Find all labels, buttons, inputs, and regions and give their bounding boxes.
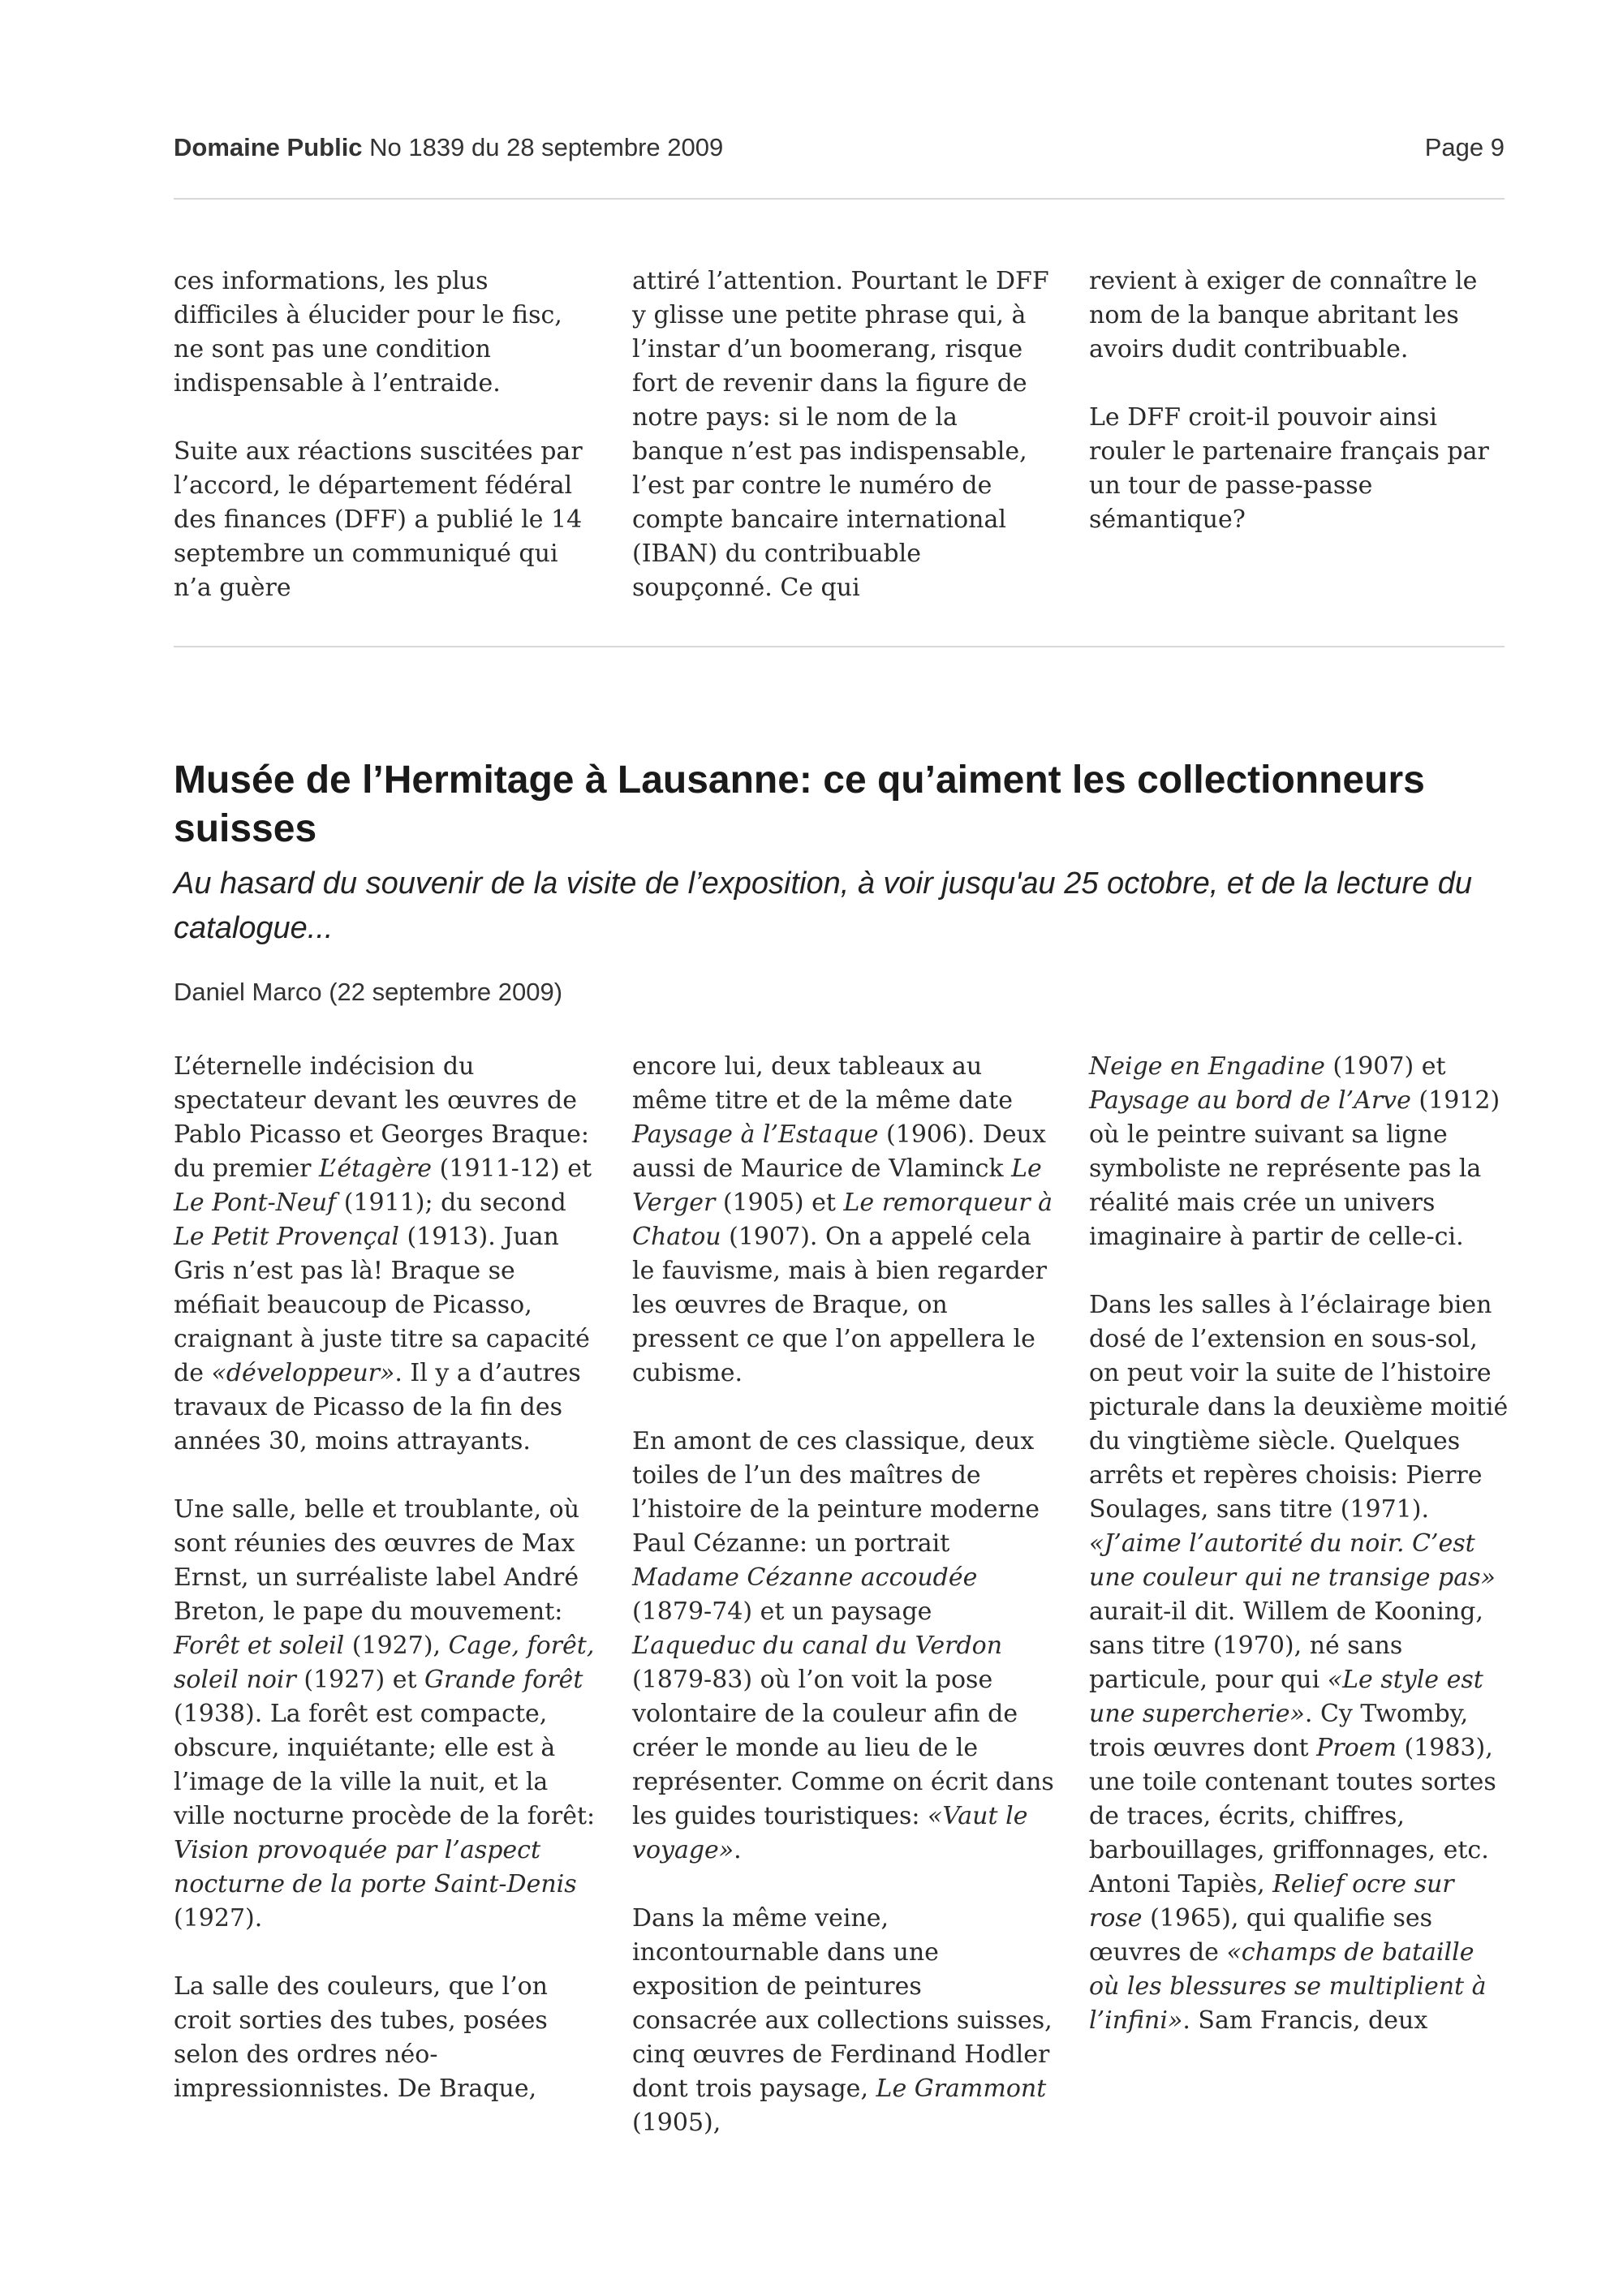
artwork-title: Cage, forêt, soleil noir: [174, 1632, 595, 1694]
text: . Il y a d’autres travaux de Picasso de la fin des années 30, moins attrayants.: [174, 1359, 581, 1455]
text: Dans la même veine, incontournable dans une exposition de peintures consacrée aux collections suisses, cinq œuvres de Ferdinand Hodler dont trois paysage,: [632, 1904, 1053, 2103]
text: L’éternelle indécision du spectateur devant les œuvres de Pablo Picasso et Georges Braque: du premier: [174, 1052, 589, 1183]
paragraph: Suite aux réactions suscitées par l’accord, le département fédéral des finances (DFF) a publié le 14 septembre un communiqué qui n’a guère: [174, 437, 583, 602]
prev-column-2: [632, 264, 1054, 639]
paragraph: [632, 1902, 1054, 2140]
artwork-title: Proem: [1316, 1734, 1397, 1762]
running-header: [174, 133, 1505, 169]
paragraph: [174, 1493, 596, 1936]
artwork-title: L’étagère: [319, 1154, 433, 1183]
artwork-title: Le Pont-Neuf: [174, 1189, 337, 1217]
paragraph: revient à exiger de connaître le nom de la banque abritant les avoirs dudit contribuable.: [1089, 267, 1478, 363]
text: (1905) et: [715, 1189, 844, 1217]
prev-column-3: [1089, 264, 1511, 571]
quote: «J’aime l’autorité du noir. C’est une couleur qui ne transige pas»: [1089, 1529, 1496, 1592]
text: (1879-83) où l’on voit la pose volontaire de la couleur afin de créer le monde au lieu de le représenter. Comme on écrit dans les guides touristiques:: [632, 1666, 1054, 1830]
paragraph: [174, 1970, 596, 2106]
artwork-title: L’aqueduc du canal du Verdon: [632, 1632, 1003, 1660]
artwork-title: Le remorqueur à Chatou: [632, 1189, 1053, 1251]
quote: «développeur»: [211, 1359, 395, 1387]
paragraph: attiré l’attention. Pourtant le DFF y glisse une petite phrase qui, à l’instar d’un boomerang, risque fort de revenir dans la figure de notre pays: si le nom de la banque n’est pas indispensable, l’est par contre le numéro de compte bancaire international (IBAN) du contribuable soupçonné. Ce qui: [632, 267, 1049, 602]
paragraph: [174, 1050, 596, 1459]
text: (1913). Juan Gris n’est pas là! Braque se méfiait beaucoup de Picasso, craignant à juste titre sa capacité de: [174, 1223, 590, 1387]
artwork-title: Le Petit Provençal: [174, 1223, 399, 1251]
artwork-title: Grande forêt: [424, 1666, 583, 1694]
article-divider: [174, 646, 1505, 647]
page-number: Page 9: [1424, 133, 1505, 161]
text: (1907) et: [1324, 1052, 1446, 1081]
text: (1907). On a appelé cela le fauvisme, mais à bien regarder les œuvres de Braque, on pressent ce que l’on appellera le cubisme.: [632, 1223, 1047, 1387]
text: La salle des couleurs, que l’on croit sorties des tubes, posées selon des ordres néo-impressionnistes. De Braque,: [174, 1972, 548, 2103]
paragraph: ces informations, les plus difficiles à élucider pour le fisc, ne sont pas une condition indispensable à l’entraide.: [174, 267, 562, 398]
header-divider: [174, 198, 1505, 200]
quote: «Le style est une supercherie»: [1089, 1666, 1483, 1728]
paragraph: [1089, 1288, 1511, 2038]
text: . Cy Twomby, trois œuvres dont: [1089, 1700, 1469, 1762]
paragraph: [632, 1050, 1054, 1391]
text: (1983), une toile contenant toutes sortes de traces, écrits, chiffres, barbouillages, griffonnages, etc. Antoni Tapiès,: [1089, 1734, 1496, 1898]
artwork-title: Neige en Engadine: [1089, 1052, 1325, 1081]
article-column-3: [1089, 1050, 1511, 2072]
quote: «champs de bataille où les blessures se multiplient à l’infini»: [1089, 1938, 1487, 2035]
article-title: Musée de l’Hermitage à Lausanne: ce qu’aiment les collectionneurs suisses: [174, 759, 1425, 850]
quote: «Vaut le voyage»: [632, 1802, 1028, 1864]
article-byline: Daniel Marco (22 septembre 2009): [174, 978, 563, 1006]
paragraph: [632, 1425, 1054, 1868]
artwork-title: Relief ocre sur rose: [1089, 1870, 1454, 1933]
article-column-1: [174, 1050, 596, 2140]
text: (1927).: [174, 1904, 263, 1933]
artwork-title: Vision provoquée par l’aspect nocturne de la porte Saint-Denis: [174, 1836, 577, 1898]
article-subtitle: Au hasard du souvenir de la visite de l’exposition, à voir jusqu'au 25 octobre, et de la lecture du catalogue...: [174, 866, 1473, 945]
artwork-title: Paysage à l’Estaque: [632, 1120, 879, 1149]
text: (1965), qui qualifie ses œuvres de: [1089, 1904, 1433, 1967]
publication-name: Domaine Public: [174, 133, 363, 161]
text: (1927) et: [295, 1666, 425, 1694]
artwork-title: Paysage au bord de l’Arve: [1089, 1086, 1411, 1115]
issue-info: No 1839 du 28 septembre 2009: [369, 133, 724, 161]
text: (1912) où le peintre suivant sa ligne symboliste ne représente pas la réalité mais crée un univers imaginaire à partir de celle-ci.: [1089, 1086, 1500, 1251]
text: (1911-12) et: [432, 1154, 592, 1183]
text: Une salle, belle et troublante, où sont réunies des œuvres de Max Ernst, un surréaliste label André Breton, le pape du mouvement:: [174, 1495, 580, 1626]
text: (1905),: [632, 2109, 721, 2137]
text: . Sam Francis, deux: [1182, 2006, 1428, 2035]
prev-column-1: [174, 264, 596, 639]
text: (1911); du second: [336, 1189, 566, 1217]
text: Dans les salles à l’éclairage bien dosé de l’extension en sous-sol, on peut voir la suite de l’histoire picturale dans la deuxième moitié du vingtième siècle. Quelques arrêts et repères choisis: Pierre Soulages, sans titre (1971).: [1089, 1291, 1509, 1524]
article-column-2: [632, 1050, 1054, 2174]
paragraph: Le DFF croit-il pouvoir ainsi rouler le partenaire français par un tour de passe-passe sémantique?: [1089, 403, 1489, 534]
text: encore lui, deux tableaux au même titre et de la même date: [632, 1052, 1013, 1115]
artwork-title: Forêt et soleil: [174, 1632, 345, 1660]
text: (1938). La forêt est compacte, obscure, inquiétante; elle est à l’image de la ville la nuit, et la ville nocturne procède de la forêt:: [174, 1700, 596, 1830]
text: aurait-il dit. Willem de Kooning, sans titre (1970), né sans particule, pour qui: [1089, 1597, 1483, 1694]
text: .: [734, 1836, 742, 1864]
artwork-title: Le Grammont: [876, 2075, 1047, 2103]
text: (1906). Deux aussi de Maurice de Vlaminck: [632, 1120, 1046, 1183]
artwork-title: Madame Cézanne accoudée: [632, 1563, 978, 1592]
text: En amont de ces classique, deux toiles de l’un des maîtres de l’histoire de la peinture moderne Paul Cézanne: un portrait: [632, 1427, 1040, 1558]
text: (1927),: [344, 1632, 449, 1660]
artwork-title: Le Verger: [632, 1154, 1042, 1217]
text: (1879-74) et un paysage: [632, 1597, 932, 1626]
paragraph: [1089, 1050, 1511, 1254]
